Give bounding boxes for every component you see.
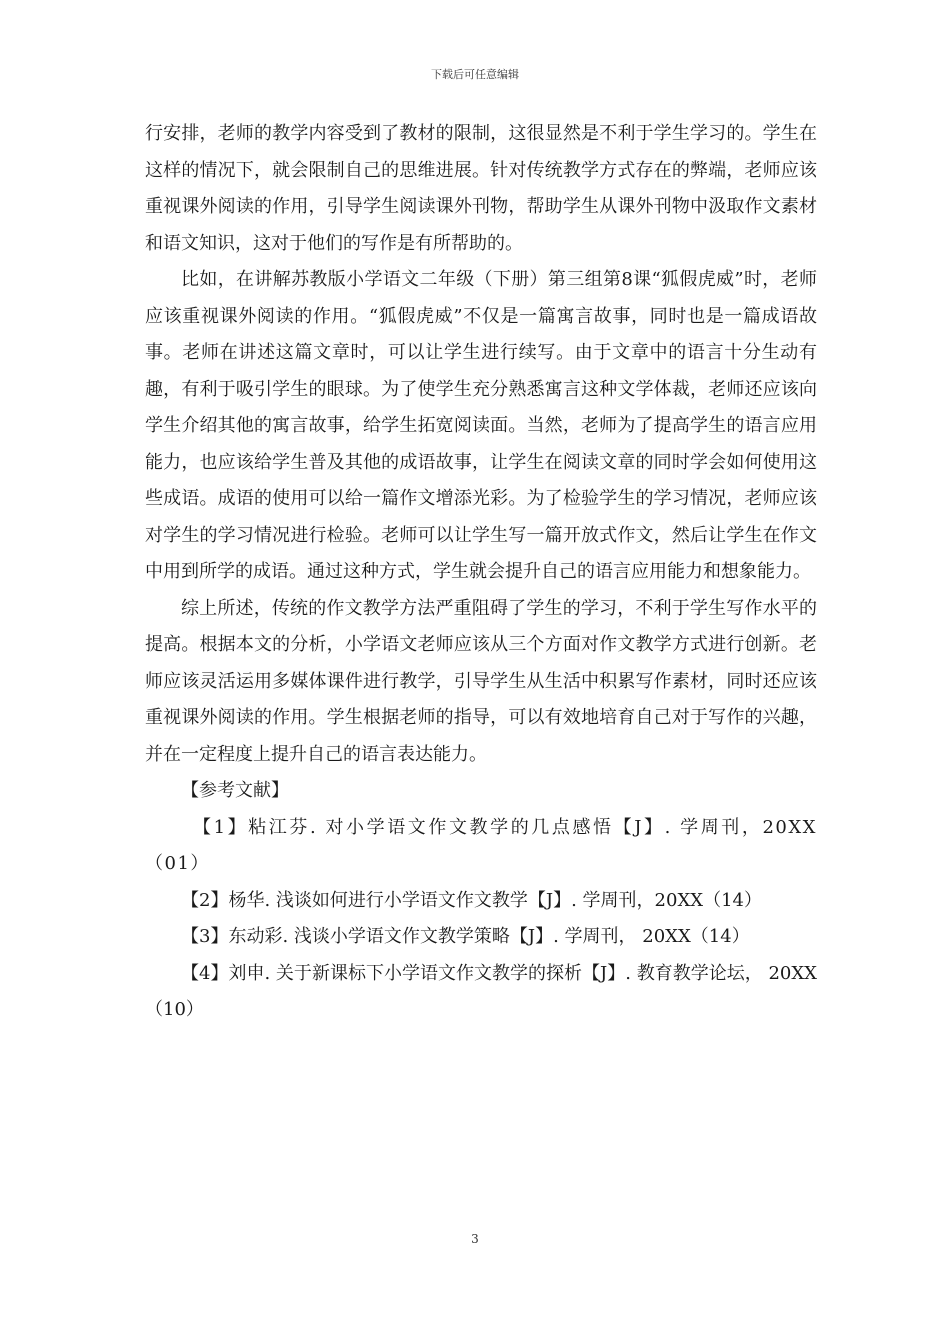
document-body xyxy=(145,116,817,1029)
reference-item-3: 【3】东动彩. 浅谈小学语文作文教学策略【J】. 学周刊， 20XX（14） xyxy=(181,926,750,947)
body-paragraph-2: 比如，在讲解苏教版小学语文二年级（下册）第三组第8课“狐假虎威”时，老师应该重视课外阅读的作用。“狐假虎威”不仅是一篇寓言故事，同时也是一篇成语故事。老师在讲述这篇文章时，可以让学生进行续写。由于文章中的语言十分生动有趣，有利于吸引学生的眼球。为了使学生充分熟悉寓言这种文学体裁，老师还应该向学生介绍其他的寓言故事，给学生拓宽阅读面。当然，老师为了提高学生的语言应用能力，也应该给学生普及其他的成语故事，让学生在阅读文章的同时学会如何使用这些成语。成语的使用可以给一篇作文增添光彩。为了检验学生的学习情况，老师应该对学生的学习情况进行检验。老师可以让学生写一篇开放式作文，然后让学生在作文中用到所学的成语。通过这种方式，学生就会提升自己的语言应用能力和想象能力。 xyxy=(145,269,817,582)
page-header: 下载后可任意编辑 xyxy=(431,68,519,81)
references-title: 【参考文献】 xyxy=(181,780,289,801)
page-number: 3 xyxy=(471,1232,479,1246)
reference-item-1: 【1】粘江芬. 对小学语文作文教学的几点感悟【J】. 学周刊，20XX（01） xyxy=(145,816,817,874)
body-paragraph-1: 行安排，老师的教学内容受到了教材的限制，这很显然是不利于学生学习的。学生在这样的情况下，就会限制自己的思维进展。针对传统教学方式存在的弊端，老师应该重视课外阅读的作用，引导学生阅读课外刊物，帮助学生从课外刊物中汲取作文素材和语文知识，这对于他们的写作是有所帮助的。 xyxy=(145,123,817,254)
body-paragraph-3: 综上所述，传统的作文教学方法严重阻碍了学生的学习，不利于学生写作水平的提高。根据本文的分析，小学语文老师应该从三个方面对作文教学方式进行创新。老师应该灵活运用多媒体课件进行教学，引导学生从生活中积累写作素材，同时还应该重视课外阅读的作用。学生根据老师的指导，可以有效地培育自己对于写作的兴趣，并在一定程度上提升自己的语言表达能力。 xyxy=(145,597,817,765)
reference-item-2: 【2】杨华. 浅谈如何进行小学语文作文教学【J】. 学周刊，20XX（14） xyxy=(181,889,762,911)
reference-item-4: 【4】刘申. 关于新课标下小学语文作文教学的探析【J】. 教育教学论坛， 20XX（10） xyxy=(145,962,817,1020)
